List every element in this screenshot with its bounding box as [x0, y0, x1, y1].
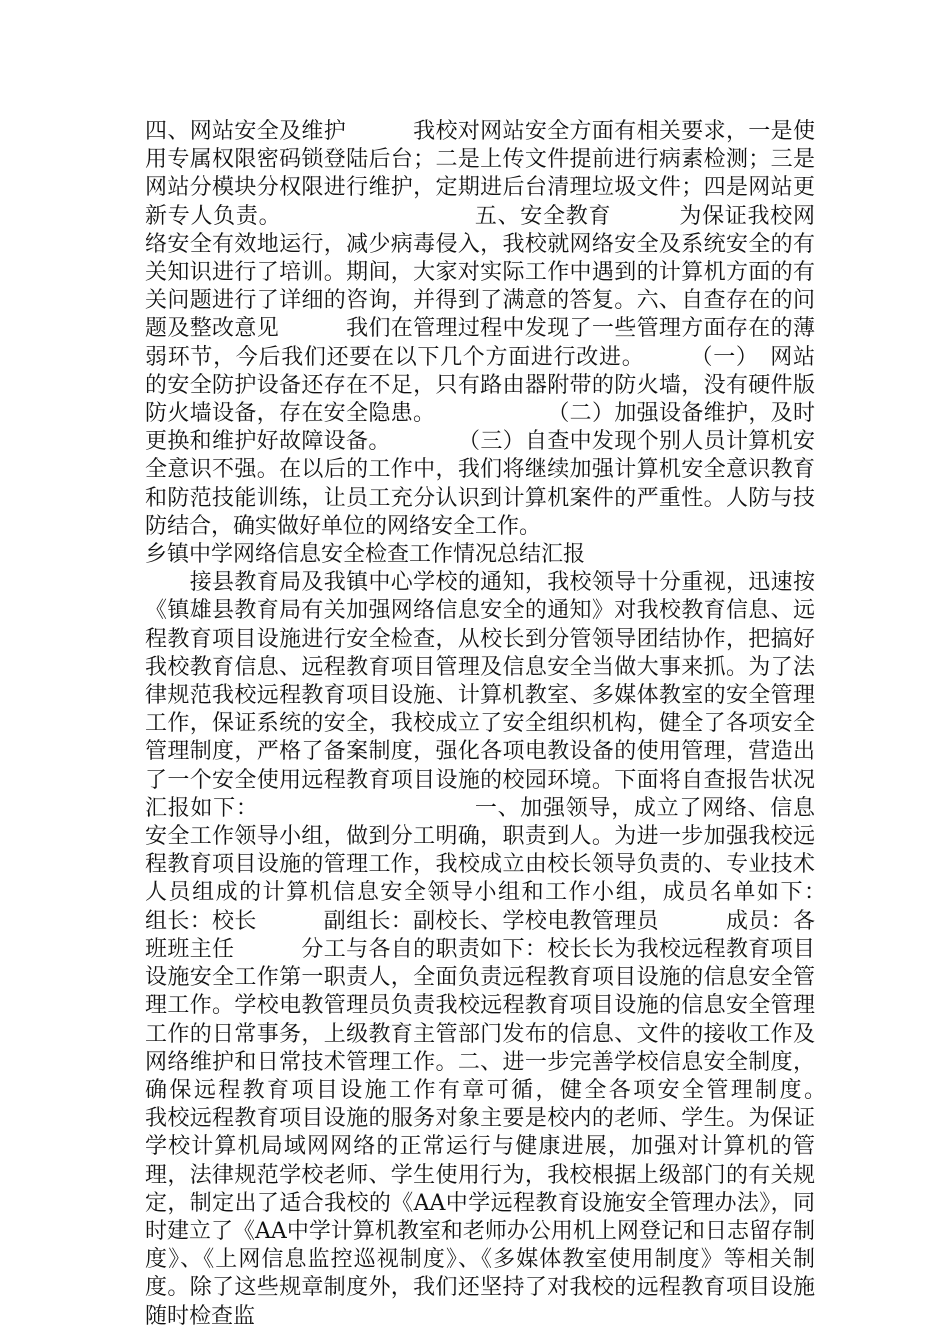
document-body — [145, 118, 904, 1331]
report-body-paragraph: 接县教育局及我镇中心学校的通知，我校领导十分重视，迅速按《镇雄县教育局有关加强网络信息安全的通知》对我校教育信息、远程教育项目设施进行安全检查，从校长到分管领导团结协作，把搞好我校教育信息、远程教育项目管理及信息安全当做大事来抓。为了法律规范我校远程教育项目设施、计算机教室、多媒体教室的安全管理工作，保证系统的安全，我校成立了安全组织机构，健全了各项安全管理制度，严格了备案制度，强化各项电教设备的使用管理，营造出了一个安全使用远程教育项目设施的校园环境。下面将自查报告状况汇报如下： 一、加强领导，成立了网络、信息安全工作领导小组，做到分工明确，职责到人。为进一步加强我校远程教育项目设施的管理工作，我校成立由校长领导负责的、专业技术人员组成的计算机信息安全领导小组和工作小组，成员名单如下： 组长：校长 副组长：副校长、学校电教管理员 成员：各班班主任 分工与各自的职责如下：校长长为我校远程教育项目设施安全工作第一职责人，全面负责远程教育项目设施的信息安全管理工作。学校电教管理员负责我校远程教育项目设施的信息安全管理工作的日常事务，上级教育主管部门发布的信息、文件的接收工作及网络维护和日常技术管理工作。二、进一步完善学校信息安全制度，确保远程教育项目设施工作有章可循，健全各项安全管理制度。 我校远程教育项目设施的服务对象主要是校内的老师、学生。为保证学校计算机局域网网络的正常运行与健康进展，加强对计算机的管理，法律规范学校老师、学生使用行为，我校根据上级部门的有关规定，制定出了适合我校的《AA中学远程教育设施安全管理办法》，同时建立了《AA中学计算机教室和老师办公用机上网登记和日志留存制度》、《上网信息监控巡视制度》、《多媒体教室使用制度》等相关制度。除了这些规章制度外，我们还坚持了对我校的远程教育项目设施随时检查监 — [145, 570, 904, 1329]
report-title: 乡镇中学网络信息安全检查工作情况总结汇报 — [145, 542, 586, 568]
section-four-to-six-paragraph: 四、网站安全及维护 我校对网站安全方面有相关要求，一是使用专属权限密码锁登陆后台；二是上传文件提前进行病素检测；三是网站分模块分权限进行维护，定期进后台清理垃圾文件；四是网站更新专人负责。 五、安全教育 为保证我校网络安全有效地运行，减少病毒侵入，我校就网络安全及系统安全的有关知识进行了培训。期间，大家对实际工作中遇到的计算机方面的有关问题进行了详细的咨询，并得到了满意的答复。六、自查存在的问题及整改意见 我们在管理过程中发现了一些管理方面存在的薄弱环节，今后我们还要在以下几个方面进行改进。 （一） 网站的安全防护设备还存在不足，只有路由器附带的防火墙，没有硬件版防火墙设备，存在安全隐患。 （二）加强设备维护，及时更换和维护好故障设备。 （三）自查中发现个别人员计算机安全意识不强。在以后的工作中，我们将继续加强计算机安全意识教育和防范技能训练，让员工充分认识到计算机案件的严重性。人防与技防结合，确实做好单位的网络安全工作。 — [145, 119, 815, 539]
